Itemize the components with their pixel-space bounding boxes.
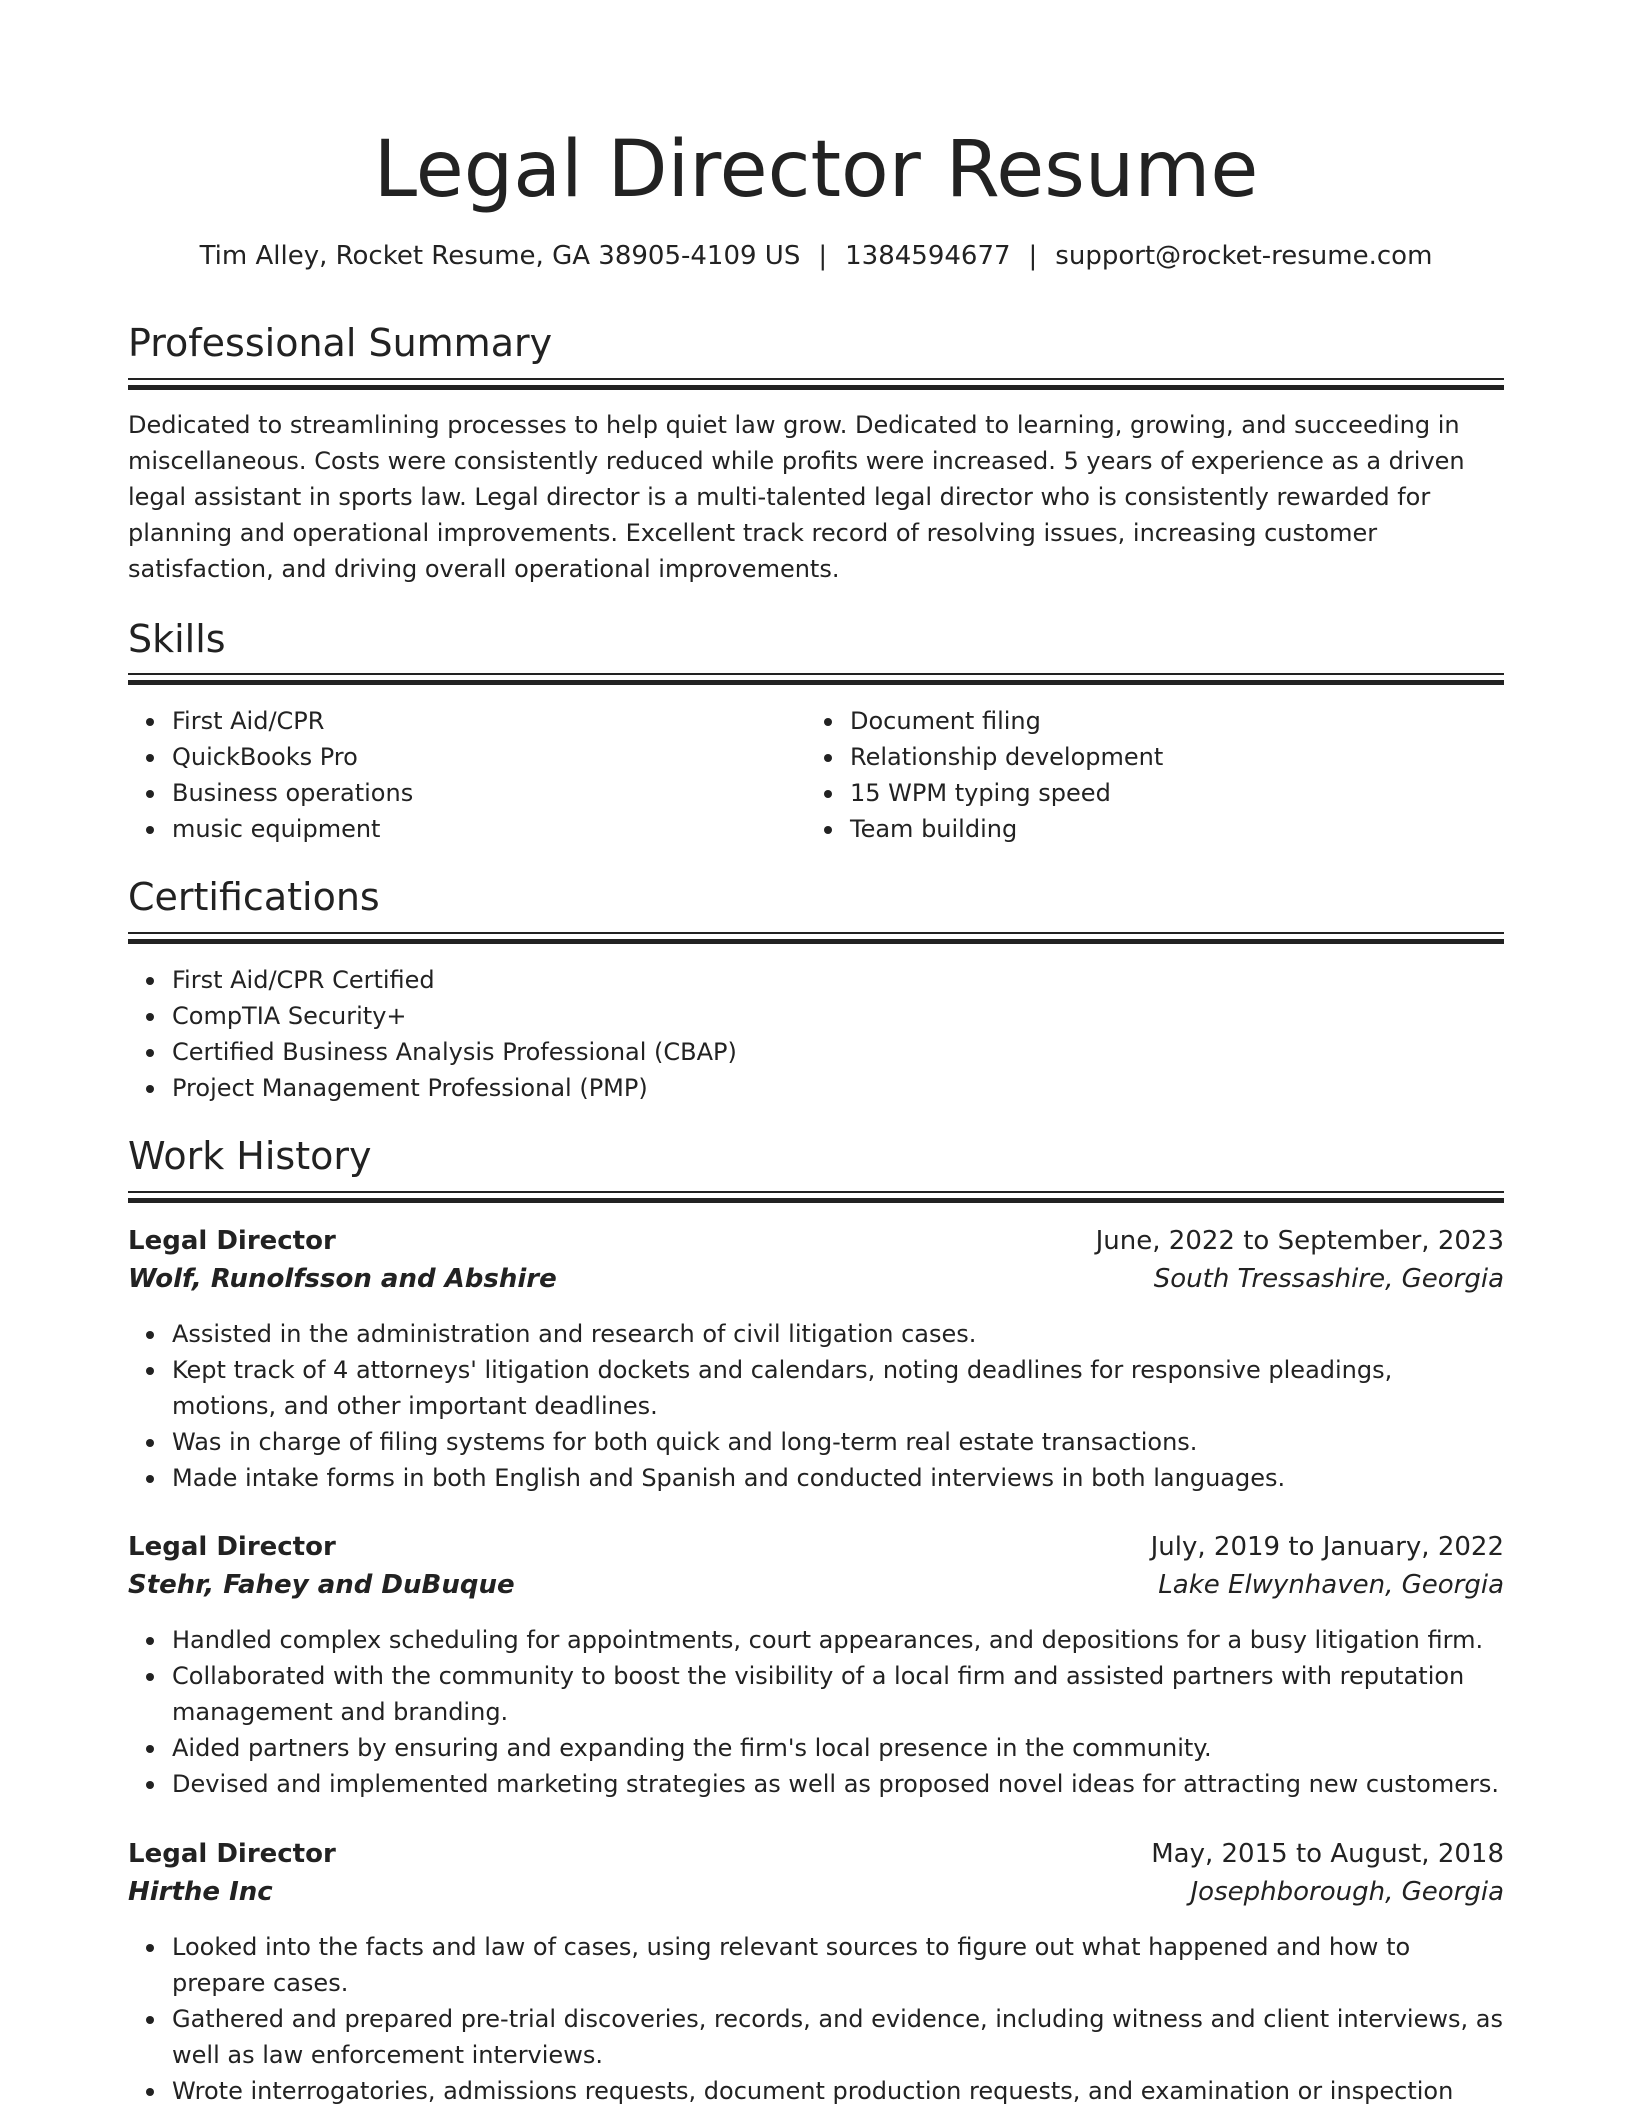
- skill-item: music equipment: [172, 811, 768, 847]
- summary-section-heading: [128, 318, 1504, 368]
- job-subheader: [128, 1873, 1504, 1911]
- job-header: [128, 1528, 1504, 1566]
- certifications-heading: Certifications: [128, 875, 380, 919]
- job-duties-list: [128, 1929, 1504, 2109]
- job-location: Josephborough, Georgia: [1190, 1877, 1504, 1907]
- skill-item: QuickBooks Pro: [172, 739, 768, 775]
- certifications-list: [128, 962, 1504, 1106]
- job-company: Wolf, Runolfsson and Abshire: [128, 1264, 557, 1294]
- section-divider: [128, 673, 1504, 685]
- skill-item: Business operations: [172, 775, 768, 811]
- contact-phone: 1384594677: [845, 241, 1011, 271]
- section-divider: [128, 1191, 1504, 1203]
- work-section-heading: [128, 1131, 1504, 1181]
- contact-separator: |: [818, 241, 828, 271]
- job-dates: July, 2019 to January, 2022: [1150, 1532, 1504, 1562]
- job-dates: June, 2022 to September, 2023: [1095, 1226, 1504, 1256]
- contact-address: Tim Alley, Rocket Resume, GA 38905-4109 US: [199, 241, 801, 271]
- summary-text: Dedicated to streamlining processes to help quiet law grow. Dedicated to learning, growing, and succeeding in miscellaneous. Costs were consistently reduced while profits were increased. 5 years of experience as a driven legal assistant in sports law. Legal director is a multi-talented legal director who is consistently rewarded for planning and operational improvements. Excellent track record of resolving issues, increasing customer satisfaction, and driving overall operational improvements.: [128, 411, 1465, 583]
- job-duty-item: Kept track of 4 attorneys' litigation dockets and calendars, noting deadlines for responsive pleadings, motions, and other important deadlines.: [172, 1352, 1504, 1424]
- job-duty-item: Handled complex scheduling for appointments, court appearances, and depositions for a busy litigation firm.: [172, 1622, 1504, 1658]
- contact-email: support@rocket-resume.com: [1055, 241, 1433, 271]
- job-duty-item: Aided partners by ensuring and expanding the firm's local presence in the community.: [172, 1730, 1504, 1766]
- job-title: Legal Director: [128, 1532, 336, 1562]
- job-title: Legal Director: [128, 1226, 336, 1256]
- job-duty-item: Looked into the facts and law of cases, using relevant sources to figure out what happened and how to prepare cases.: [172, 1929, 1504, 2001]
- certification-item: First Aid/CPR Certified: [172, 962, 1504, 998]
- job-duty-item: Made intake forms in both English and Spanish and conducted interviews in both languages.: [172, 1460, 1504, 1496]
- skill-item: Relationship development: [850, 739, 1446, 775]
- skill-item: Document filing: [850, 703, 1446, 739]
- skill-item: 15 WPM typing speed: [850, 775, 1446, 811]
- job-company: Hirthe Inc: [128, 1877, 273, 1907]
- job-duties: [128, 1316, 1504, 1496]
- page-title: Legal Director Resume: [373, 125, 1259, 215]
- job-duty-item: Wrote interrogatories, admissions requests, document production requests, and examination or inspection: [172, 2073, 1504, 2109]
- skills-section-heading: [128, 614, 1504, 664]
- work-heading: Work History: [128, 1134, 372, 1178]
- job-dates: May, 2015 to August, 2018: [1151, 1839, 1504, 1869]
- skills-heading: Skills: [128, 617, 226, 661]
- job-header: [128, 1835, 1504, 1873]
- job-duties: [128, 1622, 1504, 1802]
- summary-heading: Professional Summary: [128, 321, 553, 365]
- certification-item: Project Management Professional (PMP): [172, 1070, 1504, 1106]
- contact-line: [128, 238, 1504, 274]
- job-title: Legal Director: [128, 1839, 336, 1869]
- job-location: South Tressashire, Georgia: [1153, 1264, 1504, 1294]
- skills-left-column: [128, 703, 768, 847]
- certification-item: CompTIA Security+: [172, 998, 1504, 1034]
- certifications-section-heading: [128, 872, 1504, 922]
- section-divider: [128, 378, 1504, 390]
- job-company: Stehr, Fahey and DuBuque: [128, 1570, 515, 1600]
- job-duties: [128, 1929, 1504, 2109]
- job-duty-item: Collaborated with the community to boost the visibility of a local firm and assisted partners with reputation management and branding.: [172, 1658, 1504, 1730]
- job-duties-list: [128, 1316, 1504, 1496]
- skills-left-list: [128, 703, 768, 847]
- skill-item: First Aid/CPR: [172, 703, 768, 739]
- job-duty-item: Was in charge of filing systems for both quick and long-term real estate transactions.: [172, 1424, 1504, 1460]
- skill-item: Team building: [850, 811, 1446, 847]
- job-subheader: [128, 1260, 1504, 1298]
- section-divider: [128, 932, 1504, 944]
- certifications-block: [128, 962, 1504, 1106]
- job-duty-item: Gathered and prepared pre-trial discoveries, records, and evidence, including witness and client interviews, as well as law enforcement interviews.: [172, 2001, 1504, 2073]
- job-header: [128, 1222, 1504, 1260]
- job-subheader: [128, 1566, 1504, 1604]
- job-duties-list: [128, 1622, 1504, 1802]
- job-duty-item: Assisted in the administration and research of civil litigation cases.: [172, 1316, 1504, 1352]
- certification-item: Certified Business Analysis Professional (CBAP): [172, 1034, 1504, 1070]
- job-location: Lake Elwynhaven, Georgia: [1158, 1570, 1504, 1600]
- contact-separator: |: [1028, 241, 1038, 271]
- job-duty-item: Devised and implemented marketing strategies as well as proposed novel ideas for attracting new customers.: [172, 1766, 1504, 1802]
- skills-right-list: [806, 703, 1446, 847]
- skills-right-column: [806, 703, 1446, 847]
